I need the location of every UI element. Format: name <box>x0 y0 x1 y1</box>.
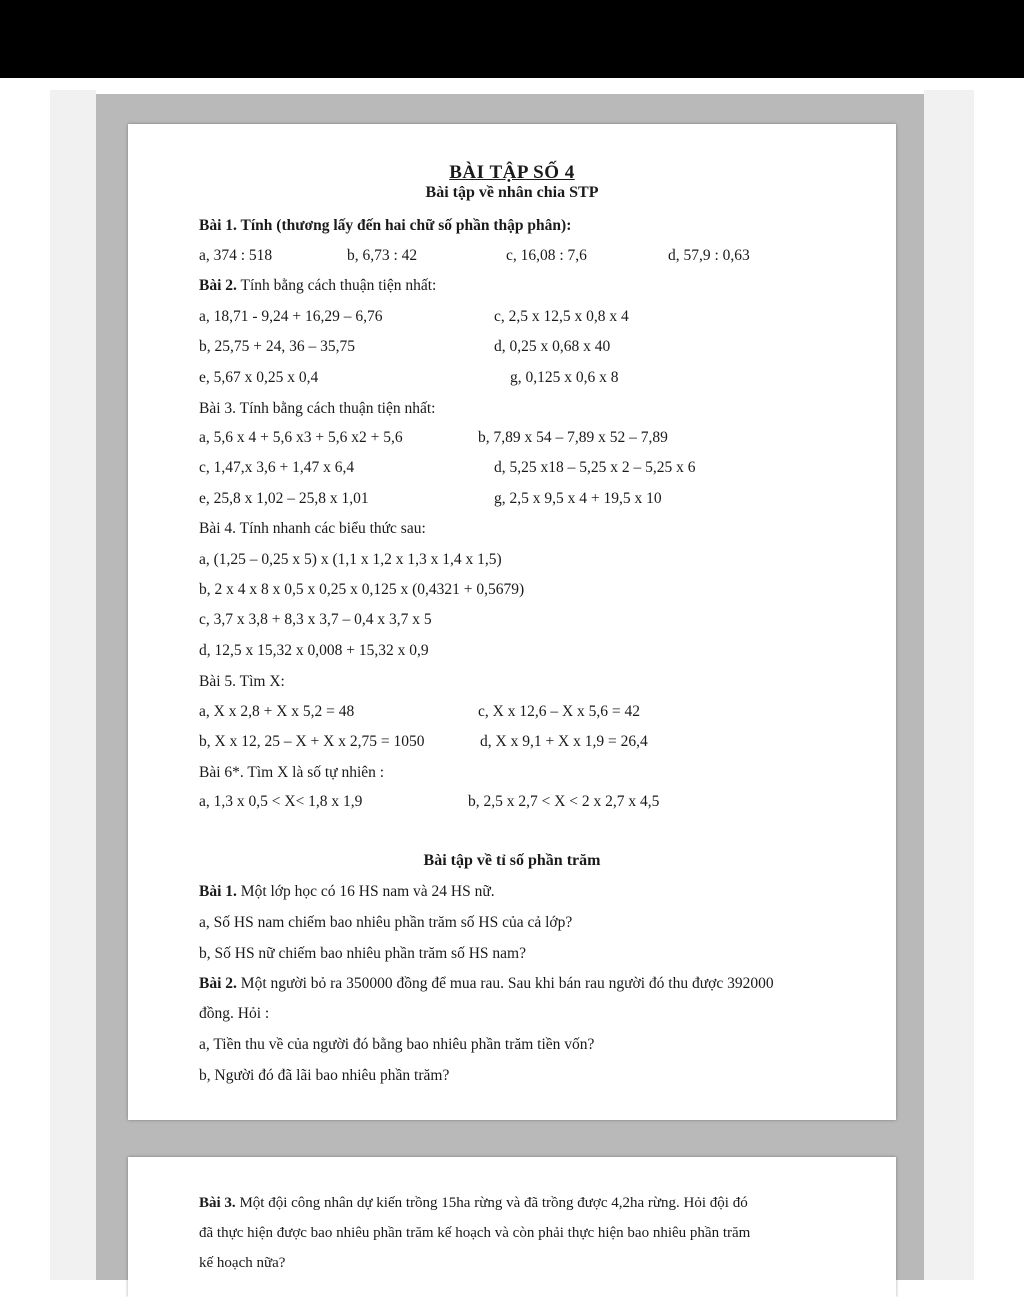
top-black-bar <box>0 0 1024 78</box>
document-page-1 <box>128 124 896 1120</box>
p2-text: Một người bỏ ra 350000 đồng để mua rau. Sau khi bán rau người đó thu được 392000 <box>240 975 774 992</box>
bai5-b: b, X x 12, 25 – X + X x 2,75 = 1050 <box>199 733 425 750</box>
p2-b: b, Người đó đã lãi bao nhiêu phần trăm? <box>199 1067 450 1084</box>
bai1-b: b, 6,73 : 42 <box>347 247 418 264</box>
bai5-heading: Bài 5. Tìm X: <box>199 673 285 690</box>
doc-title: BÀI TẬP SỐ 4 <box>449 162 575 183</box>
bai4-heading: Bài 4. Tính nhanh các biểu thức sau: <box>199 520 426 537</box>
bai4-c: c, 3,7 x 3,8 + 8,3 x 3,7 – 0,4 x 3,7 x 5 <box>199 611 432 628</box>
bai1-a: a, 374 : 518 <box>199 247 273 264</box>
bai1-text: Tính (thương lấy đến hai chữ số phần thập phân): <box>240 217 572 234</box>
bai3-e: e, 25,8 x 1,02 – 25,8 x 1,01 <box>199 490 369 507</box>
right-margin-strip <box>924 90 974 1280</box>
bai4-b: b, 2 x 4 x 8 x 0,5 x 0,25 x 0,125 x (0,4321 + 0,5679) <box>199 581 525 598</box>
bai2-text: Tính bằng cách thuận tiện nhất: <box>240 277 437 294</box>
bai1-d: d, 57,9 : 0,63 <box>668 247 750 264</box>
bai5-a: a, X x 2,8 + X x 5,2 = 48 <box>199 703 355 720</box>
p3-text: Một đội công nhân dự kiến trồng 15ha rừng và đã trồng được 4,2ha rừng. Hỏi đội đó <box>239 1195 748 1211</box>
p1-a: a, Số HS nam chiếm bao nhiêu phần trăm số HS của cả lớp? <box>199 914 573 931</box>
p2-label: Bài 2. <box>199 975 237 992</box>
p2-heading <box>199 974 774 994</box>
bai2-heading <box>199 276 436 296</box>
bai3-c: c, 1,47,x 3,6 + 1,47 x 6,4 <box>199 459 355 476</box>
bai2-d: d, 0,25 x 0,68 x 40 <box>494 338 611 355</box>
bai3-a: a, 5,6 x 4 + 5,6 x3 + 5,6 x2 + 5,6 <box>199 429 403 446</box>
p3-text3: kế hoạch nữa? <box>199 1255 286 1271</box>
bai4-d: d, 12,5 x 15,32 x 0,008 + 15,32 x 0,9 <box>199 642 429 659</box>
bai3-b: b, 7,89 x 54 – 7,89 x 52 – 7,89 <box>478 429 668 446</box>
bai3-heading: Bài 3. Tính bằng cách thuận tiện nhất: <box>199 400 436 417</box>
p1-label: Bài 1. <box>199 883 237 900</box>
bai2-e: e, 5,67 x 0,25 x 0,4 <box>199 369 319 386</box>
bai2-a: a, 18,71 - 9,24 + 16,29 – 6,76 <box>199 308 383 325</box>
bai1-label: Bài 1. <box>199 217 237 234</box>
bai1-heading <box>199 216 571 236</box>
bai2-c: c, 2,5 x 12,5 x 0,8 x 4 <box>494 308 629 325</box>
bai2-b: b, 25,75 + 24, 36 – 35,75 <box>199 338 355 355</box>
p1-b: b, Số HS nữ chiếm bao nhiêu phần trăm số HS nam? <box>199 945 526 962</box>
p3-label: Bài 3. <box>199 1195 236 1211</box>
bai6-a: a, 1,3 x 0,5 < X< 1,8 x 1,9 <box>199 793 363 810</box>
bai5-d: d, X x 9,1 + X x 1,9 = 26,4 <box>480 733 648 750</box>
bai1-c: c, 16,08 : 7,6 <box>506 247 587 264</box>
bai6-b: b, 2,5 x 2,7 < X < 2 x 2,7 x 4,5 <box>468 793 660 810</box>
document-page-2 <box>128 1157 896 1297</box>
bai2-g: g, 0,125 x 0,6 x 8 <box>510 369 619 386</box>
p1-text: Một lớp học có 16 HS nam và 24 HS nữ. <box>240 883 495 900</box>
p3-text2: đã thực hiện được bao nhiêu phần trăm kế hoạch và còn phải thực hiện bao nhiêu phần trăm <box>199 1225 751 1241</box>
bai3-g: g, 2,5 x 9,5 x 4 + 19,5 x 10 <box>494 490 662 507</box>
left-margin-strip <box>50 90 96 1280</box>
p2-text2: đồng. Hỏi : <box>199 1005 270 1022</box>
p1-heading <box>199 882 495 902</box>
p3-heading <box>199 1193 748 1213</box>
bai5-c: c, X x 12,6 – X x 5,6 = 42 <box>478 703 641 720</box>
p2-a: a, Tiền thu về của người đó bằng bao nhiêu phần trăm tiền vốn? <box>199 1036 595 1053</box>
bai6-heading: Bài 6*. Tìm X là số tự nhiên : <box>199 764 385 781</box>
doc-subtitle: Bài tập về nhân chia STP <box>425 184 599 201</box>
bai3-d: d, 5,25 x18 – 5,25 x 2 – 5,25 x 6 <box>494 459 696 476</box>
section2-title: Bài tập về tỉ số phần trăm <box>423 852 601 869</box>
bai2-label: Bài 2. <box>199 277 237 294</box>
bai4-a: a, (1,25 – 0,25 x 5) x (1,1 x 1,2 x 1,3 x 1,4 x 1,5) <box>199 551 502 568</box>
